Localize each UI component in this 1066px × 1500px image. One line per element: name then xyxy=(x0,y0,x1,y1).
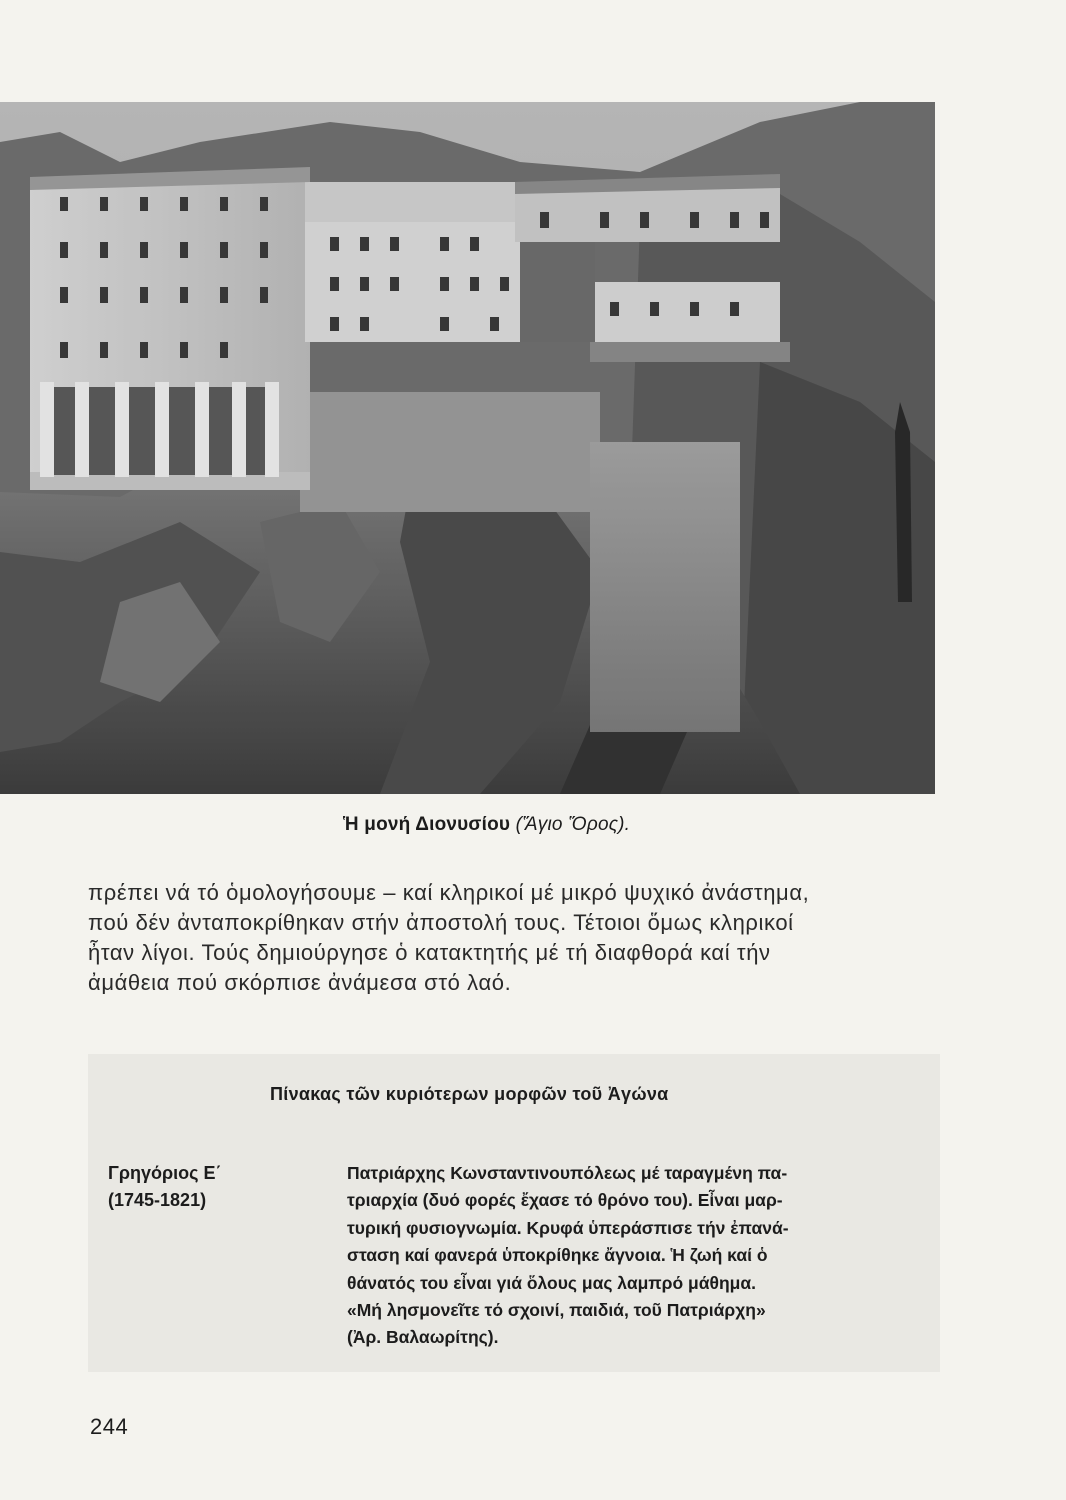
body-paragraph xyxy=(88,878,948,998)
description-line: τριαρχία (δυό φορές ἔχασε τό θρόνο του). Εἶναι μαρ- xyxy=(347,1190,783,1211)
description-line: Πατριάρχης Κωνσταντινουπόλεως μέ ταραγμένη πα- xyxy=(347,1163,788,1183)
person-name: Γρηγόριος Ε΄ xyxy=(108,1163,222,1183)
person-years: (1745-1821) xyxy=(108,1190,207,1210)
description-line: τυρική φυσιογνωμία. Κρυφά ὑπεράσπισε τήν ἐπανά- xyxy=(347,1217,789,1238)
body-line: πρέπει νά τό ὁμολογήσουμε – καί κληρικοί μέ μικρό ψυχικό ἀνάστημα, xyxy=(88,880,810,905)
table-row-description xyxy=(347,1160,927,1352)
body-line: ἀμάθεια πού σκόρπισε ἀνάμεσα στό λαό. xyxy=(88,970,512,995)
caption-location: (Ἅγιο Ὅρος). xyxy=(515,814,631,835)
description-line: θάνατός του εἶναι γιά ὅλους μας λαμπρό μάθημα. xyxy=(347,1272,757,1293)
description-line: (Ἀρ. Βαλαωρίτης). xyxy=(347,1327,499,1348)
body-line: ἦταν λίγοι. Τούς δημιούργησε ὁ κατακτητής μέ τή διαφθορά καί τήν xyxy=(88,940,771,965)
body-line: πού δέν ἀνταποκρίθηκαν στήν ἀποστολή τους. Τέτοιοι ὅμως κληρικοί xyxy=(88,910,794,935)
table-title: Πίνακας τῶν κυριότερων μορφῶν τοῦ Ἀγώνα xyxy=(270,1084,669,1104)
description-line: σταση καί φανερά ὑποκρίθηκε ἄγνοια. Ἡ ζωή καί ὁ xyxy=(347,1245,768,1266)
table-row-name xyxy=(108,1160,221,1214)
description-line: «Μή λησμονεῖτε τό σχοινί, παιδιά, τοῦ Πατριάρχη» xyxy=(347,1300,766,1321)
photo-caption xyxy=(343,814,630,836)
monastery-photo xyxy=(0,102,935,794)
page-number: 244 xyxy=(90,1414,129,1439)
caption-main: Ἡ μονή Διονυσίου xyxy=(343,814,511,835)
